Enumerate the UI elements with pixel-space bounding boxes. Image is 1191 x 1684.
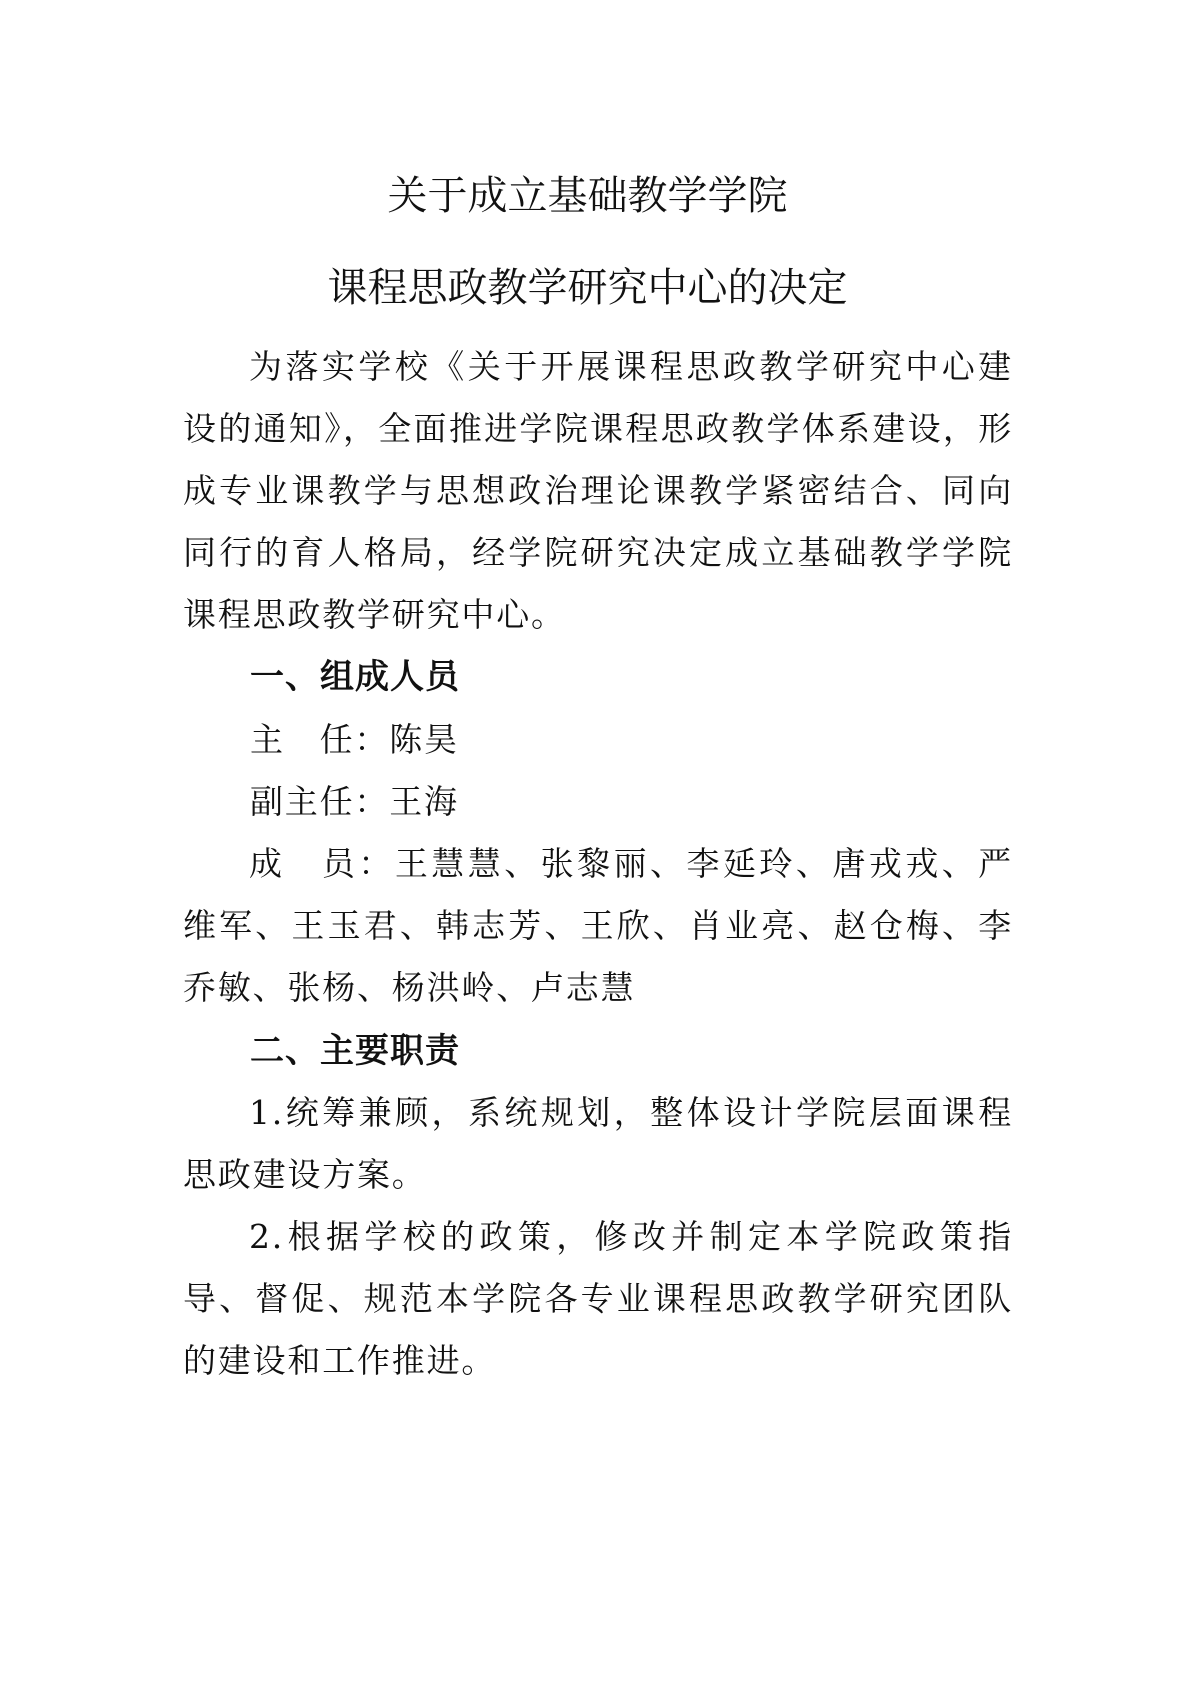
title-line-2: 课程思政教学研究中心的决定 (327, 265, 848, 311)
director-line: 主 任：陈昊 (250, 720, 459, 759)
duty-item-1: 1.统筹兼顾，系统规划，整体设计学院层面课程思政建设方案。 (183, 1093, 1013, 1194)
intro-paragraph: 为落实学校《关于开展课程思政教学研究中心建设的通知》，全面推进学院课程思政教学体系建设，形成专业课教学与思想政治理论课教学紧密结合、同向同行的育人格局，经学院研究决定成立基础教学学院课程思政教学研究中心。 (183, 347, 1013, 634)
section-heading-duties: 二、主要职责 (250, 1031, 460, 1071)
duty-item-2: 2.根据学校的政策，修改并制定本学院政策指导、督促、规范本学院各专业课程思政教学研究团队的建设和工作推进。 (183, 1217, 1013, 1380)
title-line-1: 关于成立基础教学学院 (387, 173, 788, 219)
deputy-director-line: 副主任：王海 (250, 782, 459, 821)
members-paragraph: 成 员：王慧慧、张黎丽、李延玲、唐戎戎、严维军、王玉君、韩志芳、王欣、肖业亮、赵仓梅、李乔敏、张杨、杨洪岭、卢志慧 (183, 844, 1013, 1007)
section-heading-members: 一、组成人员 (250, 657, 460, 697)
